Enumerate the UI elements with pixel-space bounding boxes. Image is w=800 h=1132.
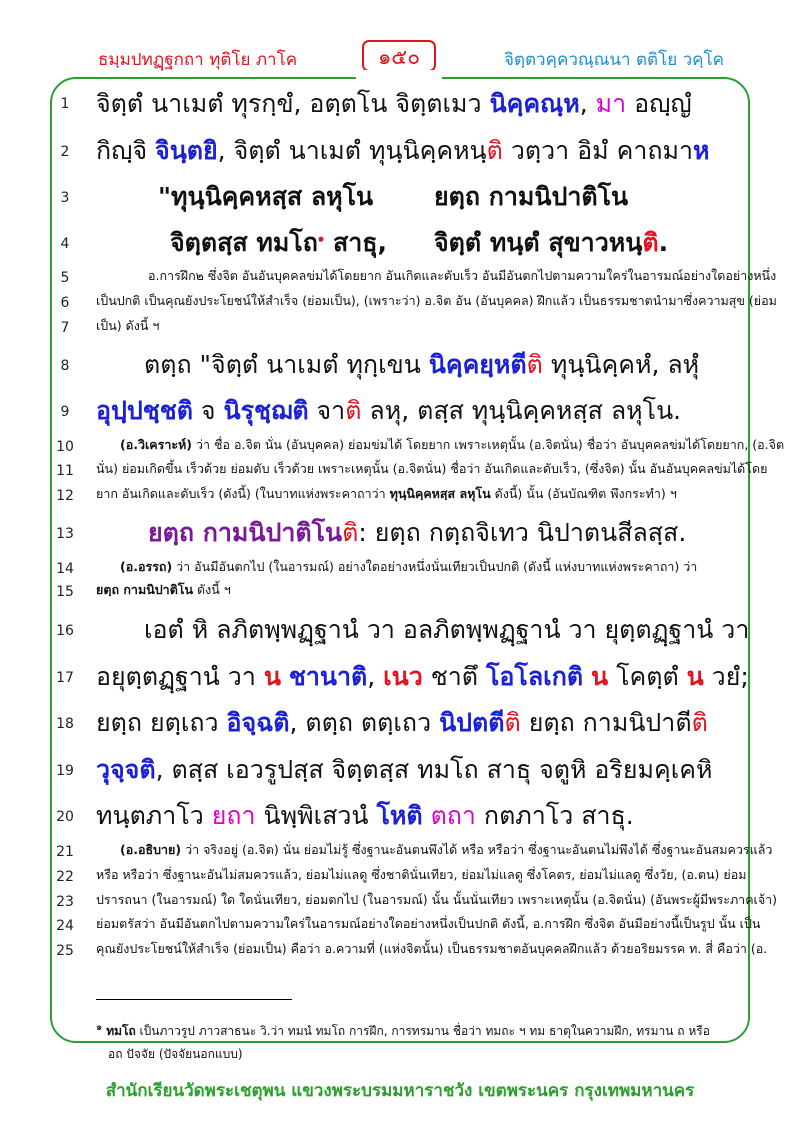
line-number: 23 [56,894,74,910]
text-run: อยุตฺตฏฺฐานํ วา [96,662,264,691]
thai-line-11: นั่น) ย่อมเกิดขึ้น เร็วด้วย ย่อมดับ เร็วด้วย เพราะเหตุนั้น (อ.จิตนั่น) ชื่อว่า อันเกิดและดับเร็ว, (ซึ่งจิต) นั้น อันอันบุคคลข่มได้โดย [96,461,768,476]
thai-line-22: หรือ หรือว่า ซึ่งฐานะอันไม่สมควรแล้ว, ย่อมไม่แลดู ซึ่งชาตินั่นเทียว, ย่อมไม่แลดู ซึ่งโคตร, ย่อมไม่แลดู ซึ่งวัย, (อ.ตน) ย่อม [96,867,747,882]
line-number: 20 [56,809,74,825]
verse-half: "ทุนฺนิคฺคหสฺส ลหุโน [158,182,374,211]
text-run: ว่า จริงอยู่ (อ.จิต) นั่น ย่อมไม่รู้ ซึ่งฐานะอันตนพึงได้ หรือ หรือว่า ซึ่งฐานะอันตนไม่พึงได้ ซึ่งฐานะอันสมควรแล้ว [181,842,773,857]
highlight-particle: ยถา [211,801,256,830]
line-number: 12 [56,488,74,504]
label-explanation: (อ.อธิบาย) [120,842,182,857]
text-run: , [579,89,596,118]
line-number: 10 [56,439,74,455]
text-run: นิพฺพิเสวนํ [255,801,377,830]
text-run: ดังนี้) นั้น (อันบัณฑิต พึงกระทำ) ฯ [490,486,677,501]
highlight-iti: ติ [345,396,362,425]
highlight-verb: โอโลเกติ [485,662,584,691]
line-number: 11 [56,463,74,479]
label-meaning: (อ.อรรถ) [120,559,173,574]
text-run: ชาตึ [422,662,486,691]
line-number: 2 [60,144,70,160]
thai-line-10 [120,437,785,452]
text-run: จิตฺตํ นาเมตํ ทุรกฺขํ, อตฺตโน จิตฺตเมว [96,89,490,118]
text-run: , [367,662,384,691]
line-number: 9 [60,404,70,420]
line-number: 21 [56,844,74,860]
highlight-iti: ติ [526,350,543,379]
line-number: 8 [60,358,70,374]
text-run [423,801,431,830]
text-run: ยาก อันเกิดและดับเร็ว (ดังนี้) (ในบาทแห่งพระคาถาว่า [96,486,390,501]
highlight-verb: โหติ [376,801,423,830]
text-run: กิญฺจิ [96,136,156,165]
highlight-negation: น [686,662,704,691]
highlight-verb: นิคฺคยฺหตี [428,350,527,379]
header-chapter-title: จิตฺตวคฺควณฺณนา ตติโย วคฺโค [504,50,724,70]
thai-line-15 [96,584,724,597]
highlight-negation: น [591,662,609,691]
highlight-verb: วุจฺจติ [96,755,156,784]
highlight-verb: นิรุชฺฌติ [223,396,309,425]
text-run: , ตตฺถ ตตฺเถว [289,708,440,737]
highlight-verb: นิคฺคณฺห [489,89,580,118]
line-number: 25 [56,943,74,959]
thai-line-21 [120,842,773,857]
line-number: 15 [56,584,74,600]
highlight-particle: มา [595,89,627,118]
highlight-verb: ห [693,136,710,165]
text-run: จ [192,396,224,425]
pali-line-9 [96,398,724,423]
pali-line-2 [96,138,724,163]
quoted-phrase: ทุนฺนิคฺคหสฺส ลหุโน [389,486,491,501]
pali-line-16: เอตํ หิ ลภิตพฺพฏฺฐานํ วา อลภิตพฺพฏฺฐานํ วา ยุตฺตฏฺฐานํ วา [144,615,750,644]
text-run: วตฺวา อิมํ คาถมา [502,136,694,165]
thai-line-24: ย่อมตรัสว่า อันมีอันตกไปตามความใคร่ในอารมณ์อย่างใดอย่างหนึ่งเป็นปกติ ดังนี้, อ.การฝึก ซึ่งจิต อันมีอย่างนี้เป็นรูป นั้น เป็น [96,916,761,931]
highlight-iti: ติ [342,518,359,547]
highlight-verb: นิปตตี [439,708,505,737]
highlight-iti: ติ [642,228,659,257]
text-run: . [658,228,669,257]
thai-line-14 [120,561,724,574]
text-run: , ตสฺส เอวรูปสฺส จิตฺตสฺส ทมโถ สาธุ จตูหิ อริยมคฺเคหิ [155,755,713,784]
thai-line-7: เป็น) ดังนี้ ฯ [96,318,160,333]
thai-line-25: คุณยังประโยชน์ให้สำเร็จ (ย่อมเป็น) คือว่า อ.ความที่ (แห่งจิตนั้น) เป็นธรรมชาตอันบุคคลฝึกแล้ว ด้วยอริยมรรค ท. สี่ คือว่า (อ. [96,941,768,956]
thai-line-12 [96,488,724,501]
highlight-iti: ติ [486,136,503,165]
footnote-term: ทมโถ [106,1024,136,1038]
footnote-line-1 [96,1020,710,1041]
footnote-marker: ๑ [317,233,325,245]
heading-phrase: ยตฺถ กามนิปาติโน [148,518,343,547]
text-run: ว่า อันมีอันตกไป (ในอารมณ์) อย่างใดอย่างหนึ่งนั่นเทียวเป็นปกติ (ดังนี้ แห่งบาทแห่งพระคาถา) ว่า [172,559,698,574]
text-run: วยํ; [703,662,749,691]
line-number: 4 [60,236,70,252]
highlight-particle: ตถา [430,801,476,830]
verse-half: จิตฺตสฺส ทมโถ [170,228,318,257]
text-run: จา [308,396,346,425]
footer-institution: สำนักเรียนวัดพระเชตุพน แขวงพระบรมมหาราชวัง เขตพระนคร กรุงเทพมหานคร [105,1081,695,1101]
frame-gap [356,70,442,82]
pali-line-20 [96,803,724,828]
text-run [281,662,289,691]
line-number: 19 [56,763,74,779]
pali-line-19 [96,757,724,782]
text-run: ทนฺตภาโว [96,801,212,830]
pali-line-8 [144,352,724,377]
line-number: 6 [60,295,70,311]
text-run: ยตฺถ กามนิปาตี [520,708,692,737]
highlight-verb: ชานาติ [288,662,368,691]
line-number: 7 [60,320,70,336]
footnote-text: เป็นภาวรูป ภาวสาธนะ วิ.ว่า ทมนํ ทมโถ การฝึก, การทรมาน ชื่อว่า ทมถะ ฯ ทม ธาตุในความฝึก, ทรมาน ถ หรือ [135,1024,710,1038]
thai-line-23: ปรารถนา (ในอารมณ์) ใด ใดนั่นเทียว, ย่อมตกไป (ในอารมณ์) นั้น นั้นนั่นเทียว เพราะเหตุนั้น (อ.จิตนั่น) (อันพระผู้มีพระภาคเจ้า) [96,892,778,907]
line-number: 17 [56,670,74,686]
highlight-verb: อุปฺปชฺชติ [96,396,193,425]
text-run: : ยตฺถ กตฺถจิเทว นิปาตนสีลสฺส. [358,518,687,547]
pali-line-1 [96,91,724,116]
text-run: โคตฺตํ [608,662,687,691]
line-number: 13 [56,526,74,542]
text-run: ยตฺถ ยตฺเถว [96,708,227,737]
highlight-iti: ติ [504,708,521,737]
line-number: 16 [56,623,74,639]
text-run: ลหุ, ตสฺส ทุนฺนิคฺคหสฺส ลหุโน. [361,396,682,425]
line-number: 5 [60,270,70,286]
line-number: 18 [56,716,74,732]
text-run: อญฺญํ [626,89,692,118]
line-number: 3 [60,190,70,206]
footnote-marker: ๑ [96,1022,103,1033]
pali-line-18 [96,710,724,735]
text-run: ดังนี้ ฯ [193,582,231,597]
text-run: ตตฺถ "จิตฺตํ นาเมตํ ทุกฺเขน [144,350,429,379]
highlight-verb: อิจฺฉติ [226,708,290,737]
thai-line-5: อ.การฝึก๒ ซึ่งจิต อันอันบุคคลข่มได้โดยยาก อันเกิดและดับเร็ว อันมีอันตกไปตามความใคร่ในอารมณ์อย่างใดอย่างหนึ่ง [148,268,777,283]
verse-half: ยตฺถ กามนิปาติโน [434,182,629,211]
text-run: ทุนฺนิคฺคหํ, ลหุํ [542,350,700,379]
line-number: 24 [56,918,74,934]
highlight-verb: จินฺตยิ [155,136,218,165]
highlight-negation: เนว [383,662,423,691]
text-run: ว่า ชื่อ อ.จิต นั่น (อันบุคคล) ย่อมข่มได้ โดยยาก เพราะเหตุนั้น (อ.จิตนั่น) ชื่อว่า อันบุคคลข่มได้โดยยาก, (อ.จิต [192,437,785,452]
verse-half: สาธุ, [324,228,387,257]
header-book-title: ธมฺมปทฏฺฐกถา ทุติโย ภาโค [98,50,298,70]
text-run [583,662,591,691]
text-run: , จิตฺตํ นาเมตํ ทุนฺนิคฺคหนฺ [217,136,487,165]
page-number-box: ๑๕๐ [362,40,436,72]
pali-line-13 [148,520,724,545]
line-number: 22 [56,869,74,885]
highlight-iti: ติ [691,708,708,737]
thai-line-6: เป็นปกติ เป็นคุณยังประโยชน์ให้สำเร็จ (ย่อมเป็น), (เพราะว่า) อ.จิต อัน (อันบุคคล) ฝึกแล้ว เป็นธรรมชาตนำมาซึ่งความสุข (ย่อม [96,293,777,308]
footnote-line-2: อถ ปัจจัย (ปัจจัยนอกแบบ) [108,1047,243,1061]
highlight-negation: น [263,662,281,691]
quoted-phrase: ยตฺถ กามนิปาติโน [96,582,194,597]
line-number: 1 [60,96,70,112]
line-number: 14 [56,561,74,577]
pali-line-17 [96,662,749,691]
footnote-rule [96,999,292,1000]
text-run: กตภาโว สาธุ. [475,801,634,830]
label-analysis: (อ.วิเคราะห์) [120,437,193,452]
verse-half: จิตฺตํ ทนฺตํ สุขาวหนฺ [434,228,643,257]
